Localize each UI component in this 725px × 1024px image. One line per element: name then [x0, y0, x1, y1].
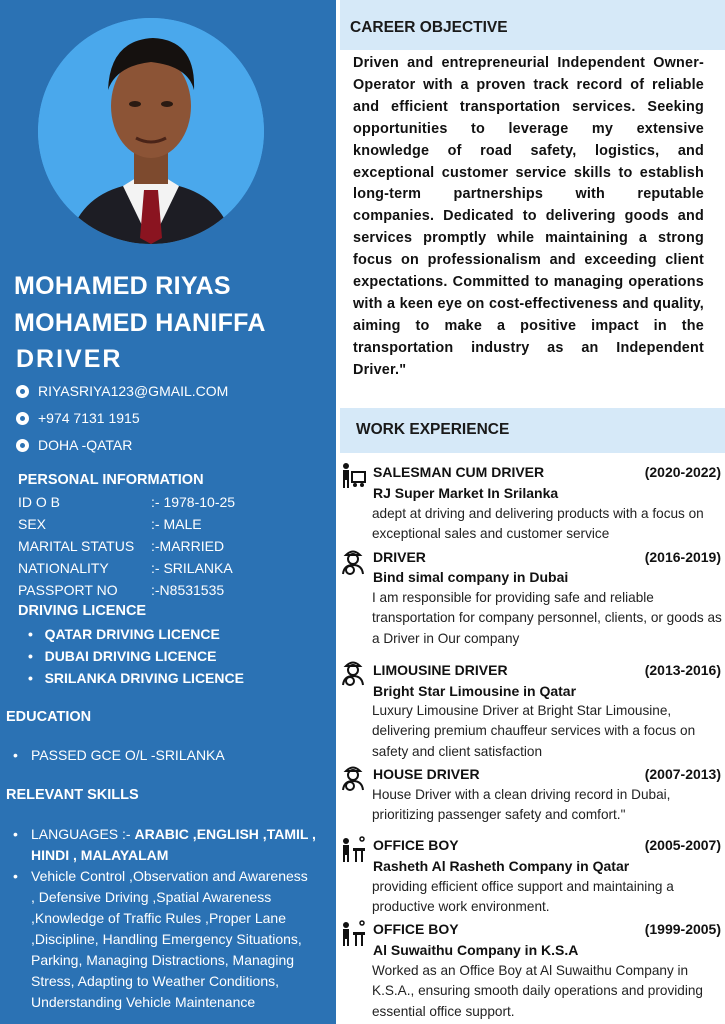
job-title: LIMOUSINE DRIVER: [373, 662, 508, 678]
licence-text: DUBAI DRIVING LICENCE: [44, 648, 217, 664]
driver-icon: [338, 546, 368, 576]
licence-text: SRILANKA DRIVING LICENCE: [44, 670, 244, 686]
driving-licence-heading: DRIVING LICENCE: [18, 603, 147, 619]
personal-row: [18, 582, 328, 598]
job-years: (2013-2016): [644, 662, 721, 678]
career-objective-text: Driven and entrepreneurial Independent Owner-Operator with a proven track record of reliable and efficient transportation services. Seeking opportunities to leverage my extensive knowledge of road safety, logistics, and exceptional customer service skills to establish long-term partnerships with reputable companies. Dedicated to delivering goods and services promptly while maintaining a strong focus on professionalism and exceeding client expectations. Committed to managing operations with a keen eye on cost-effectiveness and quality, aiming to make a positive impact in the transportation industry as an Independent Driver.": [353, 55, 704, 378]
personal-value: :-N8531535: [151, 582, 225, 598]
job-title: OFFICE BOY: [373, 837, 459, 853]
education-heading: EDUCATION: [6, 709, 92, 725]
skills-heading: RELEVANT SKILLS: [6, 787, 139, 803]
skill-line: Parking, Managing Distractions, Managing: [31, 952, 295, 968]
sidebar: [0, 0, 336, 1024]
career-objective-heading: CAREER OBJECTIVE: [350, 19, 508, 36]
licence-item: • SRILANKA DRIVING LICENCE: [28, 670, 244, 686]
personal-row: [18, 560, 328, 576]
job-description: I am responsible for providing safe and reliable transportation for company personnel, clients, or goods as a Driver in Our company: [372, 590, 722, 646]
phone-text: +974 7131 1915: [38, 410, 140, 426]
personal-row: [18, 516, 328, 532]
licence-text: QATAR DRIVING LICENCE: [44, 626, 220, 642]
location-row: [16, 437, 132, 453]
languages-list: ARABIC ,ENGLISH ,TAMIL , HINDI , MALAYALAM: [31, 826, 316, 863]
personal-value: :- 1978-10-25: [151, 494, 236, 510]
phone-row: [16, 410, 140, 426]
personal-key: MARITAL STATUS: [18, 538, 135, 554]
portrait-image: [38, 18, 264, 244]
profile-photo: [38, 18, 264, 244]
job-company: Al Suwaithu Company in K.S.A: [373, 942, 579, 958]
email-icon: [16, 385, 29, 398]
personal-key: SEX: [18, 516, 47, 532]
licence-item: • DUBAI DRIVING LICENCE: [28, 648, 217, 664]
personal-value: :- MALE: [151, 516, 202, 532]
licence-item: • QATAR DRIVING LICENCE: [28, 626, 220, 642]
job-role: DRIVER: [16, 345, 123, 373]
job-company: Bright Star Limousine in Qatar: [373, 683, 577, 699]
office-boy-icon: [338, 834, 368, 864]
driver-icon: [338, 762, 368, 792]
personal-value: :-MARRIED: [151, 538, 225, 554]
office-boy-icon: [338, 918, 368, 948]
job-title: HOUSE DRIVER: [373, 766, 480, 782]
skill-line: ,Knowledge of Traffic Rules ,Proper Lane: [31, 910, 287, 926]
job-company: Bind simal company in Dubai: [373, 569, 569, 585]
personal-key: PASSPORT NO: [18, 582, 118, 598]
location-text: DOHA -QATAR: [38, 437, 133, 453]
job-title: DRIVER: [373, 549, 426, 565]
job-description: providing efficient office support and maintaining a productive work environment.: [372, 879, 674, 915]
languages-prefix: LANGUAGES :-: [31, 826, 135, 842]
phone-icon: [16, 412, 29, 425]
skill-line: Understanding Vehicle Maintenance: [31, 994, 256, 1010]
personal-info-heading: PERSONAL INFORMATION: [18, 472, 204, 488]
skill-vehicle: [13, 866, 338, 1013]
skill-line: , Defensive Driving ,Spatial Awareness: [31, 889, 272, 905]
job-years: (1999-2005): [644, 921, 721, 937]
name-line-2: MOHAMED HANIFFA: [14, 309, 266, 337]
education-item: • PASSED GCE O/L -SRILANKA: [13, 745, 225, 766]
name-line-1: MOHAMED RIYAS: [14, 272, 231, 300]
job-company: RJ Super Market In Srilanka: [373, 485, 559, 501]
job-years: (2007-2013): [644, 766, 721, 782]
personal-key: NATIONALITY: [18, 560, 109, 576]
personal-key: ID O B: [18, 494, 61, 510]
job-title: SALESMAN CUM DRIVER: [373, 464, 545, 480]
skill-line: • Vehicle Control ,Observation and Awareness: [31, 868, 308, 884]
chauffeur-icon: [338, 657, 368, 687]
skill-languages: [13, 824, 333, 866]
job-description: Worked as an Office Boy at Al Suwaithu Company in K.S.A., ensuring smooth daily operations and providing essential office support.: [372, 963, 703, 1019]
job-title: OFFICE BOY: [373, 921, 459, 937]
skill-line: ,Discipline, Handling Emergency Situations,: [31, 931, 302, 947]
skill-line: Stress, Adapting to Weather Conditions,: [31, 973, 279, 989]
job-years: (2005-2007): [644, 837, 721, 853]
job-years: (2016-2019): [644, 549, 721, 565]
location-icon: [16, 439, 29, 452]
job-company: Rasheth Al Rasheth Company in Qatar: [373, 858, 630, 874]
personal-row: [18, 494, 328, 510]
personal-row: [18, 538, 328, 554]
job-years: (2020-2022): [644, 464, 721, 480]
email-row: [16, 383, 228, 399]
job-description: Luxury Limousine Driver at Bright Star Limousine, delivering premium chauffeur services with a focus on safety and client satisfaction: [372, 703, 696, 759]
job-description: adept at driving and delivering products with a focus on exceptional sales and customer service: [372, 506, 704, 542]
email-text: RIYASRIYA123@GMAIL.COM: [38, 383, 229, 399]
salesman-icon: [338, 460, 368, 490]
job-description: House Driver with a clean driving record in Dubai, prioritizing passenger safety and comfort.": [372, 787, 671, 823]
personal-value: :- SRILANKA: [151, 560, 233, 576]
work-experience-heading: WORK EXPERIENCE: [356, 421, 510, 438]
